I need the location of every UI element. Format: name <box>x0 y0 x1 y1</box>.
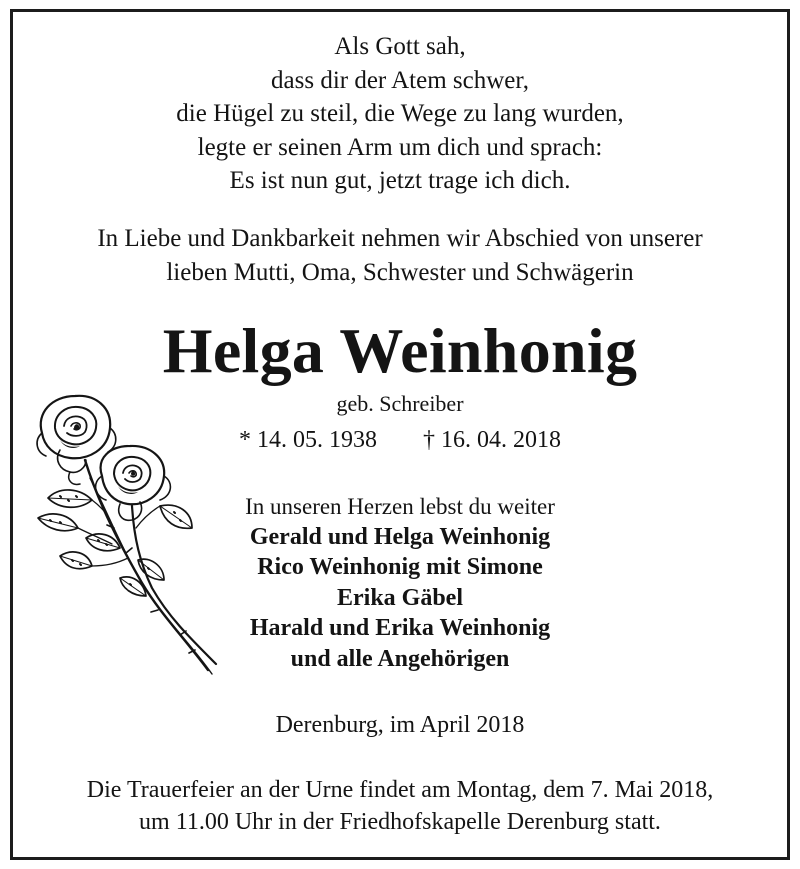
poem-line: legte er seinen Arm um dich und sprach: <box>197 133 603 161</box>
poem-line: die Hügel zu steil, die Wege zu lang wurden, <box>176 100 624 127</box>
poem-line: dass dir der Atem schwer, <box>271 66 529 94</box>
memorial-line: In unseren Herzen lebst du weiter <box>245 494 555 519</box>
service-line: Die Trauerfeier an der Urne findet am Montag, dem 7. Mai 2018, <box>86 777 714 803</box>
birth-date: * 14. 05. 1938 <box>239 427 377 453</box>
birth-name: geb. Schreiber <box>336 391 464 416</box>
mourner: Harald und Erika Weinhonig <box>249 615 551 642</box>
poem <box>0 30 800 198</box>
funeral-service-notice <box>0 775 800 838</box>
poem-line: Als Gott sah, <box>334 33 466 60</box>
place-and-date: Derenburg, im April 2018 <box>275 712 525 738</box>
farewell-intro <box>0 222 800 289</box>
service-line: um 11.00 Uhr in der Friedhofskapelle Derenburg statt. <box>139 808 661 835</box>
intro-line: In Liebe und Dankbarkeit nehmen wir Abschied von unserer <box>97 225 703 252</box>
poem-line: Es ist nun gut, jetzt trage ich dich. <box>229 167 571 194</box>
deceased-name: Helga Weinhonig <box>162 315 638 386</box>
mourner: Gerald und Helga Weinhonig <box>249 524 551 550</box>
mourner: Rico Weinhonig mit Simone <box>257 554 543 581</box>
mourner: und alle Angehörigen <box>290 645 510 672</box>
roses-illustration-icon <box>30 388 225 678</box>
mourner: Erika Gäbel <box>336 584 463 611</box>
death-date: † 16. 04. 2018 <box>423 427 561 453</box>
intro-line: lieben Mutti, Oma, Schwester und Schwägerin <box>166 258 634 286</box>
